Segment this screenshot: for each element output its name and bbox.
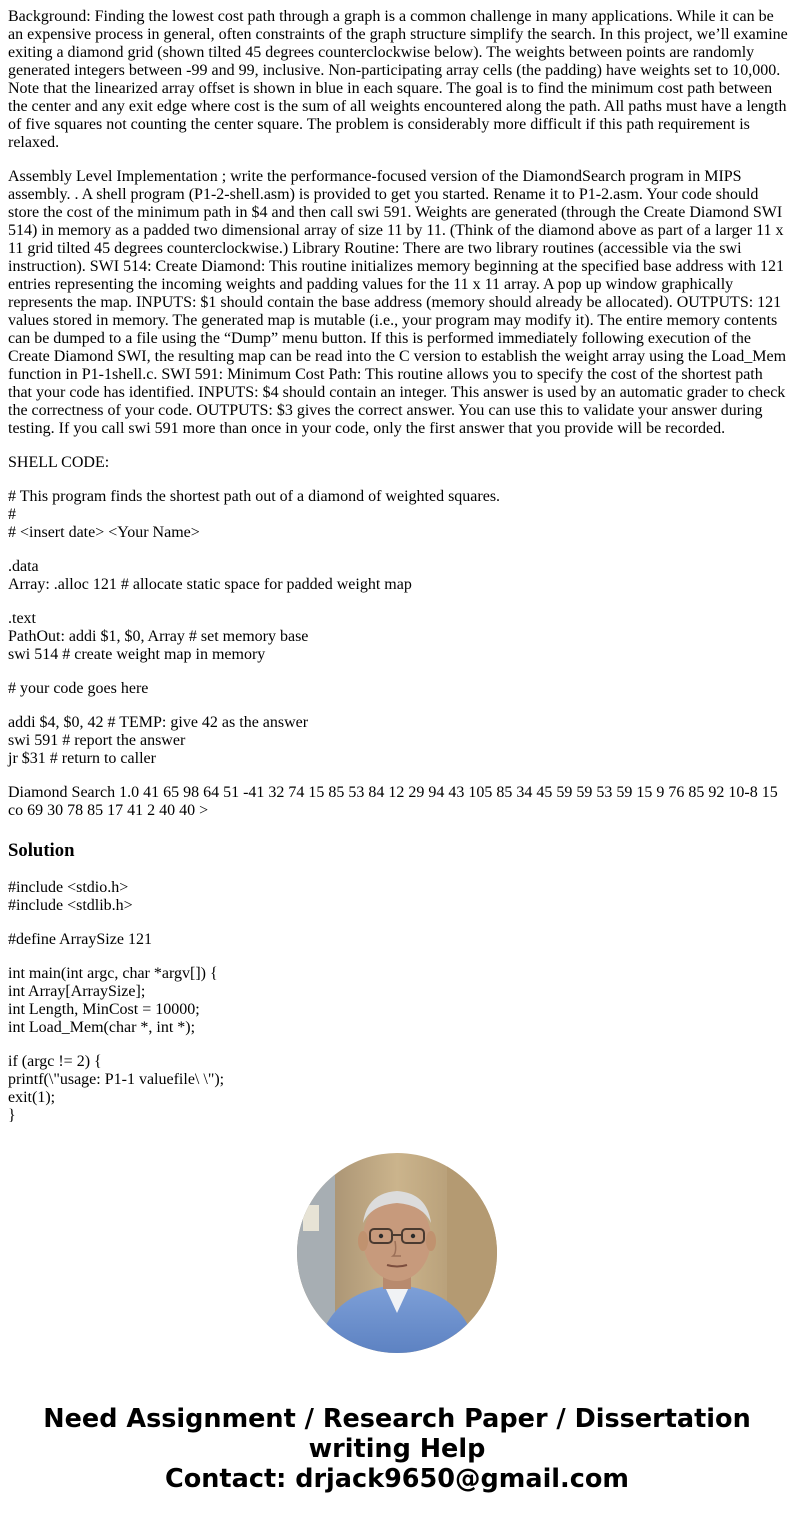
article-content [8,8,788,1141]
code-line: Array: .alloc 121 # allocate static space for padded weight map [8,576,412,593]
code-line: #define ArraySize 121 [8,931,152,948]
code-line: PathOut: addi $1, $0, Array # set memory base [8,628,309,645]
solution-heading: Solution [8,840,75,861]
code-line: .data [8,558,39,575]
footer-line-2: writing Help [308,1434,486,1464]
footer-contact: Contact: drjack9650@gmail.com [165,1464,629,1494]
code-line: printf(\"usage: P1-1 valuefile\ \"); [8,1071,225,1088]
code-line: int main(int argc, char *argv[]) { [8,965,218,982]
author-photo-illustration [297,1153,497,1353]
footer-line-1: Need Assignment / Research Paper / Dissertation [43,1404,751,1434]
code-line: # This program finds the shortest path out of a diamond of weighted squares. [8,488,501,505]
code-line: .text [8,610,36,627]
assembly-paragraph: Assembly Level Implementation ; write the performance-focused version of the DiamondSearch program in MIPS assembly. . A shell program (P1-2-shell.asm) is provided to get you started. Rename it to P1-2.asm. Your code should store the cost of the minimum path in $4 and then call swi 591. Weights are generated (through the Create Diamond SWI 514) in memory as a padded two dimensional array of size 11 by 11. (Think of the diamond above as part of a larger 11 x 11 grid tilted 45 degrees counterclockwise.) Library Routine: There are two library routines (accessible via the swi instruction). SWI 514: Create Diamond: This routine initializes memory beginning at the specified base address with 121 entries representing the incoming weights and padding values for the 11 x 11 array. A pop up window graphically represents the map. INPUTS: $1 should contain the base address (memory should already be allocated). OUTPUTS: 121 values stored in memory. The generated map is mutable (i.e., your program may modify it). The entire memory contents can be dumped to a file using the “Dump” menu button. If this is performed immediately following execution of the Create Diamond SWI, the resulting map can be read into the C version to establish the weight array using the Load_Mem function in P1-1shell.c. SWI 591: Minimum Cost Path: This routine allows you to specify the cost of the shortest path that your code has identified. INPUTS: $4 should contain an integer. This answer is used by an automatic grader to check the correctness of your code. OUTPUTS: $3 gives the correct answer. You can use this to validate your answer during testing. If you call swi 591 more than once in your code, only the first answer that you provide will be recorded. [8,168,787,437]
code-line: # [8,506,16,523]
code-line: int Load_Mem(char *, int *); [8,1019,196,1036]
code-line: int Length, MinCost = 10000; [8,1001,200,1018]
code-line: swi 514 # create weight map in memory [8,646,266,663]
code-line: if (argc != 2) { [8,1053,102,1070]
code-line: # <insert date> <Your Name> [8,524,200,541]
code-line: swi 591 # report the answer [8,732,186,749]
background-paragraph: Background: Finding the lowest cost path through a graph is a common challenge in many applications. While it can be an expensive process in general, often constraints of the graph structure simplify the search. In this project, we’ll examine exiting a diamond grid (shown tilted 45 degrees counterclockwise below). The weights between points are randomly generated integers between -99 and 99, inclusive. Non-participating array cells (the padding) have weights set to 10,000. Note that the linearized array offset is shown in blue in each square. The goal is to find the minimum cost path between the center and any exit edge where cost is the sum of all weights encountered along the path. All paths must have a length of five squares not counting the center square. The problem is considerably more difficult if this path requirement is relaxed. [8,8,788,151]
code-line: addi $4, $0, 42 # TEMP: give 42 as the answer [8,714,309,731]
diamond-search-text: Diamond Search 1.0 41 65 98 64 51 -41 32 74 15 85 53 84 12 29 94 43 105 85 34 45 59 59 53 59 15 9 76 85 92 10-8 15 co 69 30 78 85 17 41 2 40 40 > [8,784,778,819]
code-line: exit(1); [8,1089,56,1106]
code-line: } [8,1107,16,1124]
code-line: jr $31 # return to caller [8,750,156,767]
code-line: # your code goes here [8,680,149,697]
code-line: #include <stdio.h> [8,879,129,896]
footer-promo [0,1404,794,1494]
shell-code-label: SHELL CODE: [8,454,110,471]
code-line: int Array[ArraySize]; [8,983,146,1000]
author-avatar [297,1153,497,1353]
code-line: #include <stdlib.h> [8,897,133,914]
